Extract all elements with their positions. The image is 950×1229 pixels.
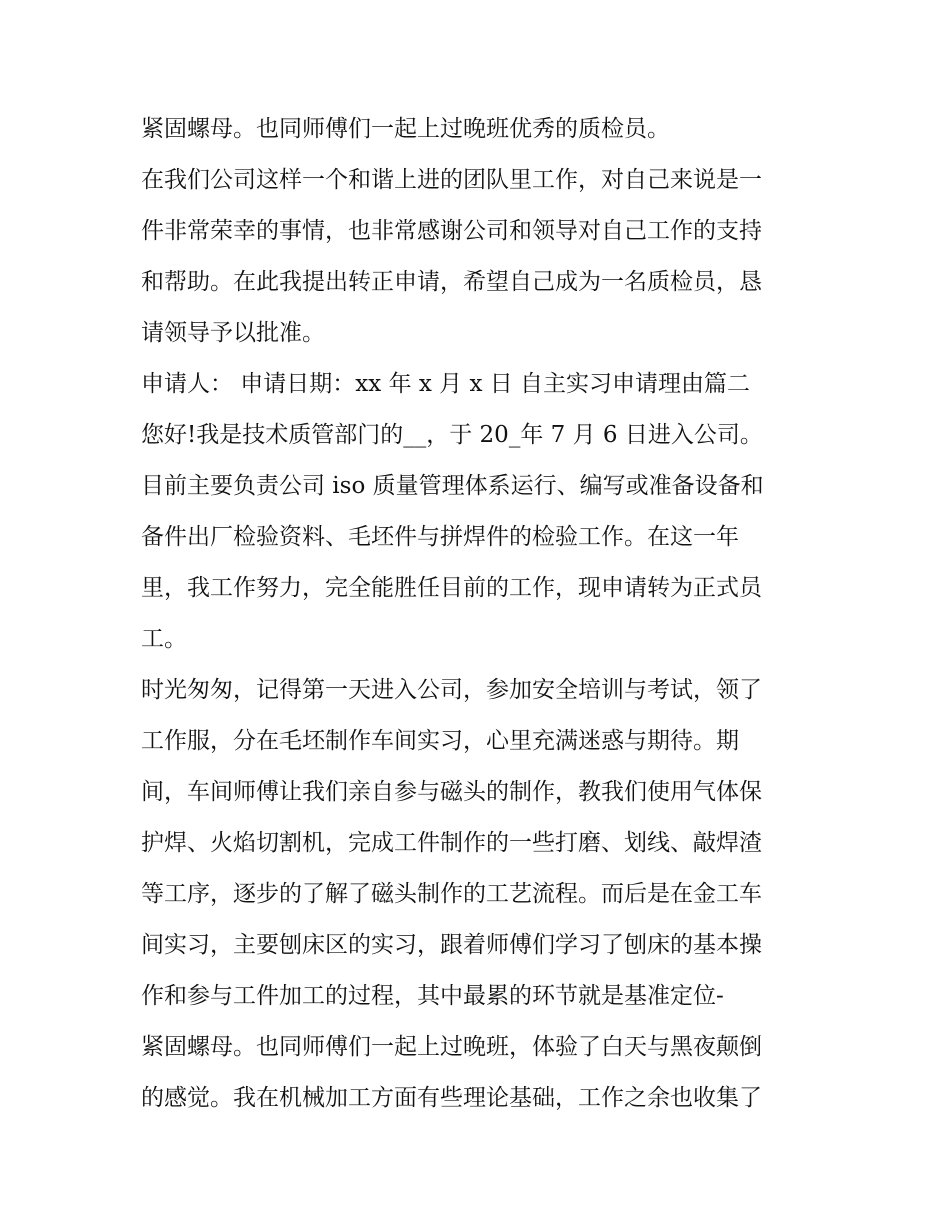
text-line: 件非常荣幸的事情，也非常感谢公司和领导对自己工作的支持 (141, 218, 762, 244)
text-line: 间实习，主要刨床区的实习，跟着师傅们学习了刨床的基本操 (141, 932, 762, 958)
text-line: 间，车间师傅让我们亲自参与磁头的制作，教我们使用气体保 (141, 779, 762, 805)
text-line: 等工序，逐步的了解了磁头制作的工艺流程。而后是在金工车 (141, 881, 762, 907)
text-line: 请领导予以批准。 (141, 320, 325, 346)
text-line: 工作服，分在毛坯制作车间实习，心里充满迷惑与期待。期 (141, 728, 739, 754)
text-line: 里，我工作努力，完全能胜任目前的工作，现申请转为正式员 (141, 575, 762, 601)
text-line: 作和参与工件加工的过程，其中最累的环节就是基准定位- (141, 983, 724, 1009)
text-line: 护焊、火焰切割机，完成工件制作的一些打磨、划线、敲焊渣 (141, 830, 762, 856)
text-line: 紧固螺母。也同师傅们一起上过晚班，体验了白天与黑夜颠倒 (141, 1034, 762, 1060)
text-line: 申请人： 申请日期：xx 年 x 月 x 日 自主实习申请理由篇二 (141, 371, 751, 397)
document-body (141, 104, 831, 1124)
text-line: 目前主要负责公司 iso 质量管理体系运行、编写或准备设备和 (141, 473, 764, 499)
text-line: 时光匆匆，记得第一天进入公司，参加安全培训与考试，领了 (141, 677, 762, 703)
text-line: 工。 (141, 626, 187, 652)
text-line: 紧固螺母。也同师傅们一起上过晚班优秀的质检员。 (141, 116, 670, 142)
text-line: 在我们公司这样一个和谐上进的团队里工作，对自己来说是一 (141, 167, 762, 193)
text-line: 您好!我是技术质管部门的__，于 20_年 7 月 6 日进入公司。 (141, 422, 763, 448)
text-line: 备件出厂检验资料、毛坯件与拼焊件的检验工作。在这一年 (141, 524, 739, 550)
text-line: 和帮助。在此我提出转正申请，希望自己成为一名质检员，恳 (141, 269, 762, 295)
text-line: 的感觉。我在机械加工方面有些理论基础，工作之余也收集了 (141, 1085, 762, 1111)
